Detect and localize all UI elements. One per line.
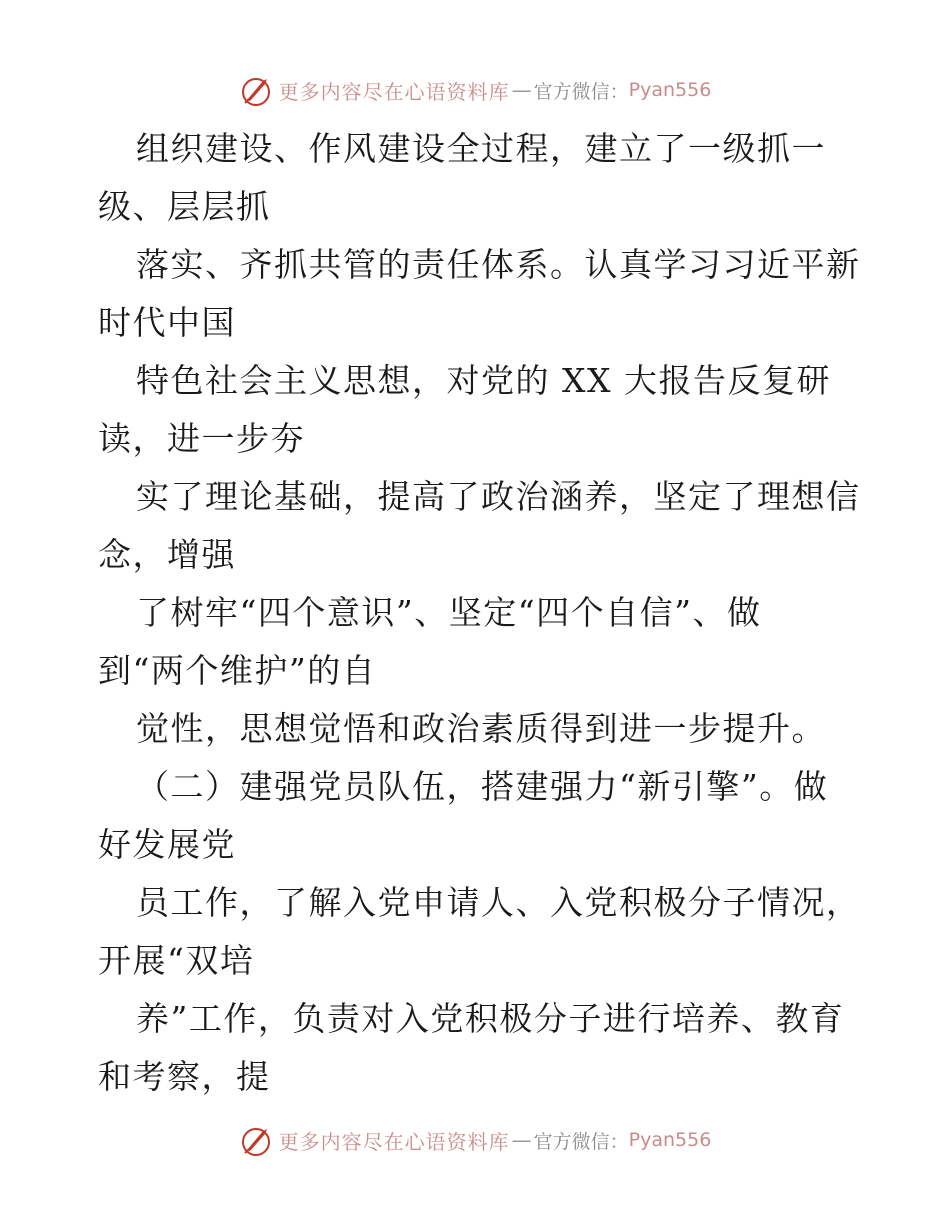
footer-watermark bbox=[0, 1120, 950, 1160]
body-line: 级、层层抓 bbox=[98, 187, 271, 226]
body-line: 开展“双培 bbox=[98, 941, 255, 980]
watermark-separator: — bbox=[511, 78, 532, 102]
body-line: 员工作，了解入党申请人、入党积极分子情况， bbox=[136, 883, 861, 922]
watermark-handle: Pyan556 bbox=[628, 79, 712, 101]
quill-pen-logo-icon bbox=[239, 73, 273, 107]
body-line: 念，增强 bbox=[98, 535, 236, 574]
watermark-main-text: 更多内容尽在心语资料库 bbox=[278, 79, 510, 104]
body-line: 好发展党 bbox=[98, 825, 236, 864]
section-heading-line: （二）建强党员队伍，搭建强力“新引擎”。做 bbox=[136, 767, 829, 806]
header-watermark bbox=[0, 70, 950, 110]
quill-pen-logo-icon bbox=[239, 1123, 273, 1157]
body-line: 特色社会主义思想，对党的 XX 大报告反复研 bbox=[136, 361, 831, 400]
document-body bbox=[98, 120, 861, 1106]
watermark-handle: Pyan556 bbox=[628, 1129, 712, 1151]
watermark-side-text: 官方微信： bbox=[533, 80, 629, 103]
body-line: 实了理论基础，提高了政治涵养，坚定了理想信 bbox=[136, 477, 861, 516]
body-line: 觉性，思想觉悟和政治素质得到进一步提升。 bbox=[136, 709, 826, 748]
body-line: 组织建设、作风建设全过程，建立了一级抓一 bbox=[136, 129, 826, 168]
watermark-side-text: 官方微信： bbox=[533, 1130, 629, 1153]
body-line: 读，进一步夯 bbox=[98, 419, 305, 458]
watermark-main-text: 更多内容尽在心语资料库 bbox=[278, 1129, 510, 1154]
body-line: 落实、齐抓共管的责任体系。认真学习习近平新 bbox=[136, 245, 861, 284]
watermark-separator: — bbox=[511, 1128, 532, 1152]
body-line: 和考察，提 bbox=[98, 1057, 271, 1096]
body-line: 到“两个维护”的自 bbox=[98, 651, 377, 690]
body-line: 时代中国 bbox=[98, 303, 236, 342]
body-line: 养”工作，负责对入党积极分子进行培养、教育 bbox=[136, 999, 845, 1038]
body-line: 了树牢“四个意识”、坚定“四个自信”、做 bbox=[136, 593, 762, 632]
